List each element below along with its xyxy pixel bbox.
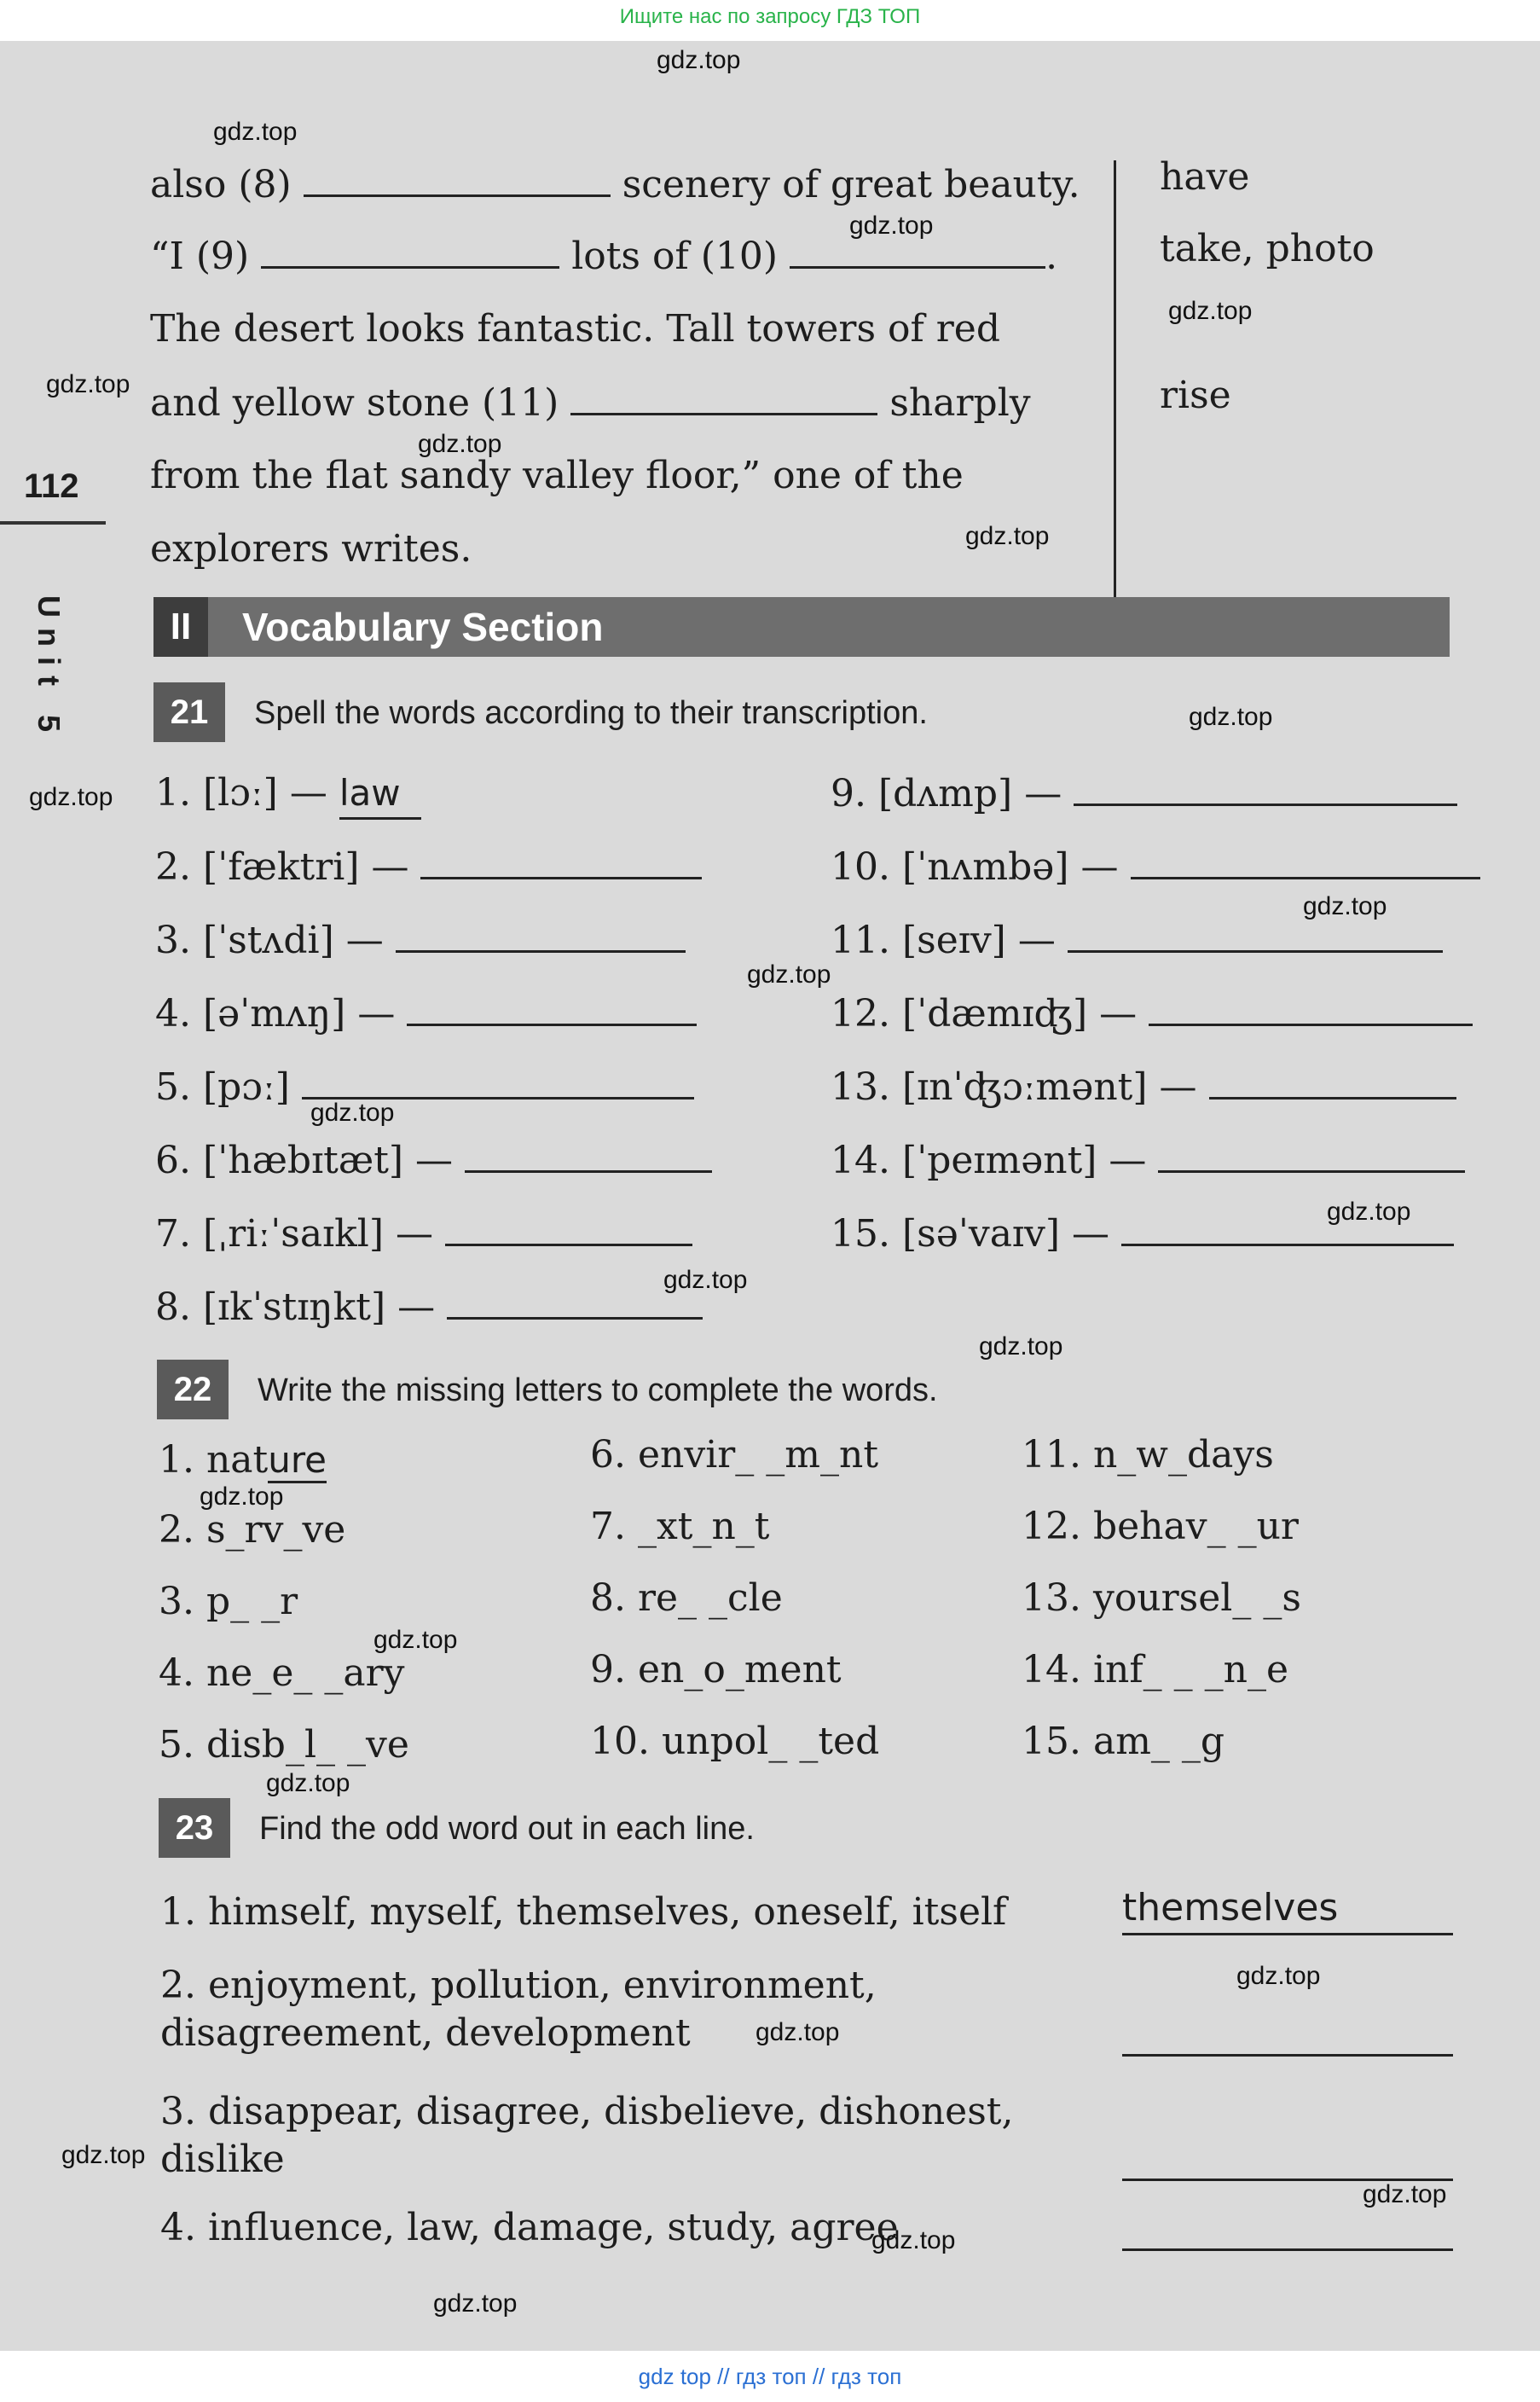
- watermark: gdz.top: [979, 1332, 1063, 1361]
- ex23-item-2-line2: disagreement, development: [160, 2011, 691, 2055]
- ex21-item-8: [155, 1283, 703, 1332]
- watermark: gdz.top: [1168, 297, 1253, 325]
- item-label: 1. nat: [159, 1438, 269, 1482]
- ex21-item-3: [155, 916, 686, 965]
- page-number-rule: [0, 521, 106, 525]
- ex21-answer-3[interactable]: [396, 916, 686, 953]
- page-number: 112: [24, 467, 79, 505]
- watermark: gdz.top: [46, 370, 130, 398]
- ex22-item-5: 5. disb_l_ _ve: [159, 1723, 409, 1767]
- ex21-item-10: [831, 843, 1480, 891]
- ex23-item-3-line1: 3. disappear, disagree, disbelieve, dishonest,: [160, 2090, 1014, 2133]
- item-label: 3. [ˈstʌdi] —: [155, 919, 384, 962]
- watermark: gdz.top: [373, 1626, 458, 1654]
- ex22-answer-1[interactable]: ure: [268, 1439, 327, 1483]
- ex21-answer-13[interactable]: [1209, 1063, 1456, 1099]
- text-segment: and yellow stone (11): [150, 381, 559, 425]
- side-word-2: take, photo: [1160, 227, 1375, 270]
- ex22-item-1: [159, 1436, 327, 1484]
- ex21-item-14: [831, 1136, 1465, 1185]
- unit-number: 5: [32, 715, 67, 743]
- top-banner[interactable]: Ищите нас по запросу ГДЗ ТОП: [619, 5, 921, 28]
- watermark: gdz.top: [663, 1266, 748, 1294]
- item-label: 8. [ɪkˈstɪŋkt] —: [155, 1285, 436, 1329]
- ex21-answer-1[interactable]: law: [339, 769, 421, 820]
- ex22-item-3: 3. p_ _r: [159, 1580, 298, 1623]
- item-label: 2. [ˈfæktri] —: [155, 845, 409, 889]
- item-label: 10. [ˈnʌmbə] —: [831, 845, 1119, 889]
- text-segment: “I (9): [150, 235, 250, 278]
- watermark: gdz.top: [657, 46, 741, 74]
- ex21-item-6: [155, 1136, 712, 1185]
- exercise-22-number: 22: [157, 1360, 229, 1419]
- text-segment: scenery of great beauty.: [622, 163, 1080, 206]
- ex21-item-11: [831, 916, 1443, 965]
- ex22-item-11: 11. n_w_days: [1022, 1433, 1274, 1477]
- blank-9[interactable]: [261, 232, 559, 269]
- bottom-banner[interactable]: gdz top // гдз топ // гдз топ: [638, 2364, 902, 2389]
- unit-label: [31, 595, 67, 742]
- text-line-1: [150, 160, 1080, 209]
- ex21-item-12: [831, 989, 1473, 1038]
- side-word-1: have: [1160, 155, 1250, 199]
- ex21-answer-5[interactable]: [302, 1063, 694, 1099]
- ex22-item-13: 13. yoursel_ _s: [1022, 1576, 1301, 1620]
- ex21-item-9: [831, 769, 1457, 818]
- text-line-4: [150, 379, 1031, 427]
- item-label: 6. [ˈhæbɪtæt] —: [155, 1139, 454, 1182]
- watermark: gdz.top: [213, 118, 298, 146]
- ex21-item-1: [155, 769, 421, 820]
- text-segment: also (8): [150, 163, 292, 206]
- section-header: [153, 597, 1450, 657]
- ex22-item-6: 6. envir_ _m_nt: [590, 1433, 879, 1477]
- ex21-answer-11[interactable]: [1068, 916, 1443, 953]
- ex22-item-8: 8. re_ _cle: [590, 1576, 783, 1620]
- ex22-item-2: 2. s_rv_ve: [159, 1508, 346, 1552]
- item-label: 13. [ɪnˈʤɔːmənt] —: [831, 1065, 1197, 1109]
- exercise-21-number: 21: [153, 682, 225, 742]
- watermark: gdz.top: [266, 1769, 350, 1797]
- item-label: 15. [səˈvaɪv] —: [831, 1212, 1110, 1256]
- watermark: gdz.top: [1363, 2180, 1447, 2208]
- section-title: Vocabulary Section: [242, 605, 604, 649]
- text-line-6: explorers writes.: [150, 527, 472, 571]
- ex21-answer-12[interactable]: [1149, 989, 1473, 1026]
- text-segment: sharply: [889, 381, 1031, 425]
- ex23-item-3-line2: dislike: [160, 2138, 285, 2181]
- ex22-item-4: 4. ne_e_ _ary: [159, 1651, 405, 1695]
- ex23-answer-2[interactable]: [1122, 2006, 1453, 2057]
- blank-11[interactable]: [570, 379, 877, 415]
- ex21-answer-6[interactable]: [465, 1136, 712, 1173]
- ex23-item-4: 4. influence, law, damage, study, agree: [160, 2206, 899, 2249]
- item-label: 12. [ˈdæmɪʤ] —: [831, 992, 1138, 1036]
- ex23-answer-3[interactable]: [1122, 2131, 1453, 2181]
- watermark: gdz.top: [1327, 1198, 1411, 1226]
- text-segment: .: [1045, 235, 1058, 278]
- watermark: gdz.top: [200, 1482, 284, 1511]
- ex23-item-1: 1. himself, myself, themselves, oneself, itself: [160, 1890, 1007, 1934]
- watermark: gdz.top: [418, 430, 502, 458]
- ex23-item-2-line1: 2. enjoyment, pollution, environment,: [160, 1964, 877, 2007]
- item-label: 11. [seɪv] —: [831, 919, 1056, 962]
- watermark: gdz.top: [756, 2018, 840, 2046]
- exercise-21-instruction: Spell the words according to their transcription.: [254, 695, 928, 731]
- item-label: 4. [əˈmʌŋ] —: [155, 992, 396, 1036]
- ex22-item-7: 7. _xt_n_t: [590, 1505, 770, 1548]
- ex23-answer-1[interactable]: themselves: [1122, 1885, 1453, 1935]
- ex22-item-10: 10. unpol_ _ted: [590, 1720, 880, 1763]
- ex21-answer-14[interactable]: [1158, 1136, 1465, 1173]
- ex22-item-12: 12. behav_ _ur: [1022, 1505, 1299, 1548]
- ex21-item-4: [155, 989, 697, 1038]
- ex21-item-7: [155, 1210, 692, 1258]
- text-segment: lots of (10): [571, 235, 779, 278]
- ex21-item-5: [155, 1063, 694, 1111]
- item-label: 9. [dʌmp] —: [831, 772, 1062, 815]
- watermark: gdz.top: [1189, 703, 1273, 731]
- item-label: 1. [lɔː] —: [155, 771, 327, 815]
- ex21-item-13: [831, 1063, 1456, 1111]
- exercise-23-instruction: Find the odd word out in each line.: [259, 1811, 755, 1847]
- ex22-item-14: 14. inf_ _ _n_e: [1022, 1648, 1289, 1691]
- ex22-item-15: 15. am_ _g: [1022, 1720, 1225, 1763]
- unit-word: Unit: [32, 595, 67, 696]
- column-divider: [1114, 160, 1116, 600]
- watermark: gdz.top: [61, 2141, 146, 2169]
- watermark: gdz.top: [433, 2289, 518, 2318]
- exercise-22-instruction: Write the missing letters to complete the words.: [258, 1372, 938, 1408]
- watermark: gdz.top: [1303, 892, 1387, 920]
- watermark: gdz.top: [849, 212, 934, 240]
- watermark: gdz.top: [871, 2226, 956, 2254]
- ex21-item-2: [155, 843, 702, 891]
- item-label: 14. [ˈpeɪmənt] —: [831, 1139, 1147, 1182]
- ex22-item-9: 9. en_o_ment: [590, 1648, 842, 1691]
- ex21-answer-2[interactable]: [420, 843, 702, 879]
- ex21-answer-10[interactable]: [1131, 843, 1480, 879]
- side-word-3: rise: [1160, 374, 1231, 417]
- section-number: II: [153, 597, 208, 657]
- ex21-answer-9[interactable]: [1074, 769, 1457, 806]
- exercise-23-number: 23: [159, 1798, 230, 1858]
- watermark: gdz.top: [1236, 1962, 1321, 1990]
- watermark: gdz.top: [310, 1099, 395, 1127]
- item-label: 5. [pɔː]: [155, 1065, 290, 1109]
- ex21-answer-4[interactable]: [407, 989, 697, 1026]
- item-label: 7. [ˌriːˈsaɪkl] —: [155, 1212, 434, 1256]
- text-line-5: from the flat sandy valley floor,” one of the: [150, 454, 964, 497]
- watermark: gdz.top: [747, 960, 831, 989]
- textbook-page: [0, 41, 1540, 2351]
- text-line-3: The desert looks fantastic. Tall towers of red: [150, 307, 1001, 351]
- watermark: gdz.top: [29, 783, 113, 811]
- watermark: gdz.top: [965, 522, 1050, 550]
- blank-8[interactable]: [304, 160, 611, 197]
- ex21-answer-7[interactable]: [445, 1210, 692, 1246]
